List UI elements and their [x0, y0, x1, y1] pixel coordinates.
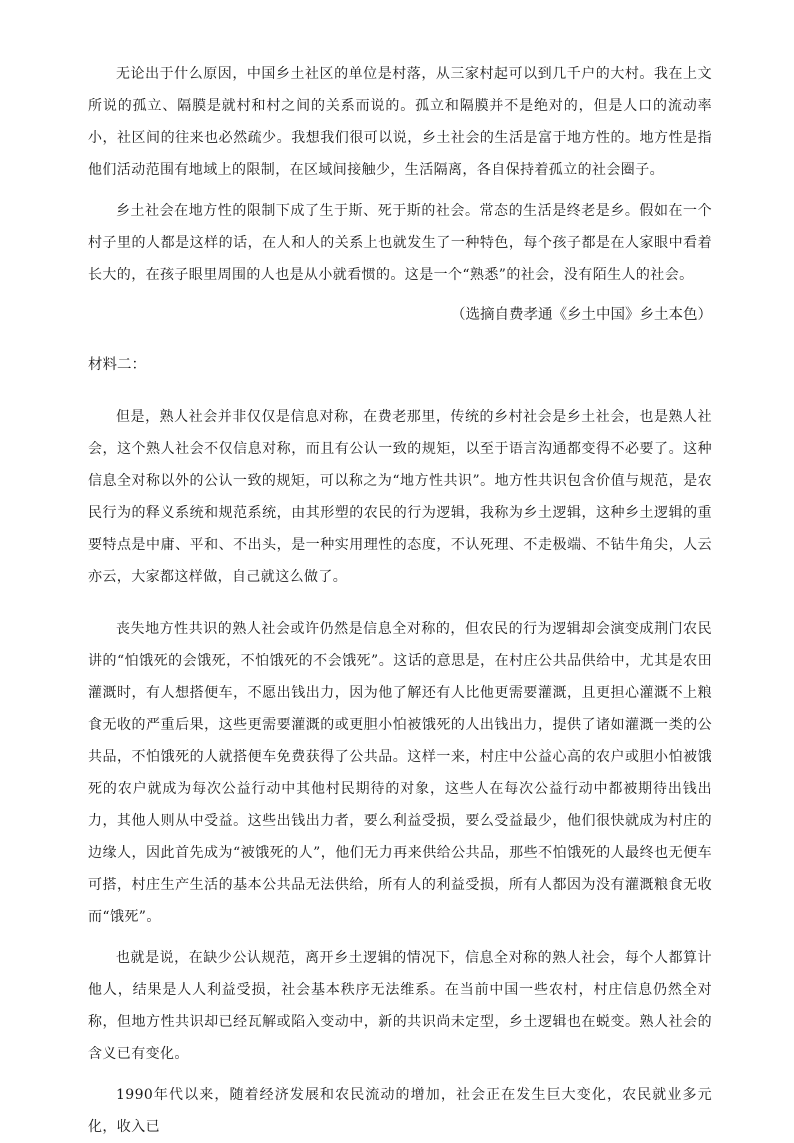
- paragraph-local-consensus: 但是，熟人社会并非仅仅是信息对称，在费老那里，传统的乡村社会是乡土社会，也是熟人社会，这个熟人社会不仅信息对称，而且有公认一致的规矩，以至于语言沟通都变得不必要了。这种信息全对称以外的公认一致的规矩，可以称之为“地方性共识”。地方性共识包含价值与规范，是农民行为的释义系统和规范系统，由其形塑的农民的行为逻辑，我称为乡土逻辑，这种乡土逻辑的重要特点是中庸、平和、不出头，是一种实用理性的态度，不认死理、不走极端、不钻牛角尖，人云亦云，大家都这样做，自己就这么做了。: [88, 409, 712, 585]
- paragraph-conclusion: 也就是说，在缺少公认规范，离开乡土逻辑的情况下，信息全对称的熟人社会，每个人都算计他人，结果是人人利益受损，社会基本秩序无法维系。在当前中国一些农村，村庄信息仍然全对称，但地方性共识却已经瓦解或陷入变动中，新的共识尚未定型，乡土逻辑也在蜕变。熟人社会的含义已有变化。: [88, 950, 712, 1062]
- paragraph-familiar-society: 乡土社会在地方性的限制下成了生于斯、死于斯的社会。常态的生活是终老是乡。假如在一个村子里的人都是这样的话，在人和人的关系上也就发生了一种特色，每个孩子都是在人家眼中看着长大的，在孩子眼里周围的人也是从小就看惯的。这是一个“熟悉”的社会，没有陌生人的社会。: [88, 203, 712, 283]
- document-page: [88, 58, 712, 1143]
- paragraph-1990s: 1990年代以来，随着经济发展和农民流动的增加，社会正在发生巨大变化，农民就业多元化，收入已: [88, 1087, 712, 1135]
- paragraph-free-rider: 丧失地方性共识的熟人社会或许仍然是信息全对称的，但农民的行为逻辑却会演变成荆门农民讲的“怕饿死的会饿死，不怕饿死的不会饿死”。这话的意思是，在村庄公共品供给中，尤其是农田灌溉时，有人想搭便车，不愿出钱出力，因为他了解还有人比他更需要灌溉，且更担心灌溉不上粮食无收的严重后果，这些更需要灌溉的或更胆小怕被饿死的人出钱出力，提供了诸如灌溉一类的公共品，不怕饿死的人就搭便车免费获得了公共品。这样一来，村庄中公益心高的农户或胆小怕被饿死的农户就成为每次公益行动中其他村民期待的对象，这些人在每次公益行动中都被期待出钱出力，其他人则从中受益。这些出钱出力者，要么利益受损，要么受益最少，他们很快就成为村庄的边缘人，因此首先成为“被饿死的人”，他们无力再来供给公共品，那些不怕饿死的人最终也无便车可搭，村庄生产生活的基本公共品无法供给，所有人的利益受损，所有人都因为没有灌溉粮食无收而“饿死”。: [88, 621, 712, 925]
- material-two-heading: 材料二：: [88, 357, 146, 373]
- paragraph-village-unit: 无论出于什么原因，中国乡土社区的单位是村落，从三家村起可以到几千户的大村。我在上文所说的孤立、隔膜是就村和村之间的关系而说的。孤立和隔膜并不是绝对的，但是人口的流动率小，社区间的往来也必然疏少。我想我们很可以说，乡土社会的生活是富于地方性的。地方性是指他们活动范围有地域上的限制，在区域间接触少，生活隔离，各自保持着孤立的社会圈子。: [88, 66, 712, 178]
- source-citation: （选摘自费孝通《乡土中国》乡土本色）: [451, 307, 712, 323]
